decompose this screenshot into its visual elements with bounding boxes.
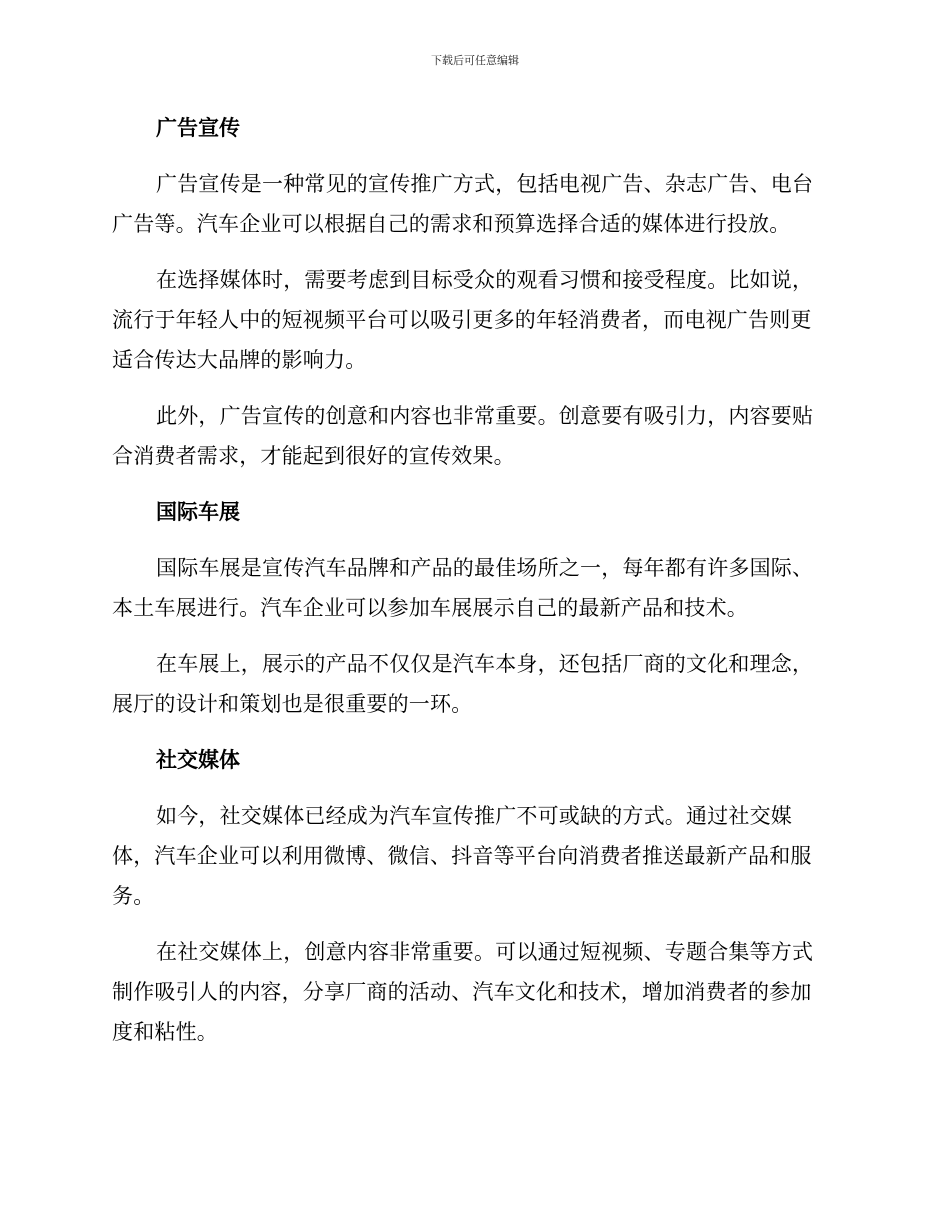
section-auto-show — [112, 492, 832, 740]
paragraph — [112, 644, 832, 724]
page-header: 下载后可任意编辑 — [431, 54, 519, 67]
paragraph-text: 在选择媒体时，需要考虑到目标受众的观看习惯和接受程度。比如说，流行于年轻人中的短视频平台可以吸引更多的年轻消费者，而电视广告则更适合传达大品牌的影响力。 — [112, 268, 814, 372]
paragraph — [112, 932, 832, 1052]
paragraph-text: 国际车展是宣传汽车品牌和产品的最佳场所之一，每年都有许多国际、本土车展进行。汽车企业可以参加车展展示自己的最新产品和技术。 — [112, 556, 814, 620]
paragraph-text: 此外，广告宣传的创意和内容也非常重要。创意要有吸引力，内容要贴合消费者需求，才能起到很好的宣传效果。 — [112, 404, 814, 468]
section-ad-promotion — [112, 108, 832, 492]
section-social-media — [112, 740, 832, 1052]
paragraph-text: 在车展上，展示的产品不仅仅是汽车本身，还包括厂商的文化和理念，展厅的设计和策划也是很重要的一环。 — [112, 652, 814, 716]
section-heading: 国际车展 — [156, 500, 240, 524]
paragraph — [112, 260, 832, 380]
document-body — [112, 108, 832, 1052]
section-heading: 社交媒体 — [156, 748, 240, 772]
paragraph — [112, 548, 832, 628]
paragraph-text: 如今，社交媒体已经成为汽车宣传推广不可或缺的方式。通过社交媒体，汽车企业可以利用微博、微信、抖音等平台向消费者推送最新产品和服务。 — [112, 804, 812, 908]
paragraph — [112, 796, 832, 916]
paragraph-text: 广告宣传是一种常见的宣传推广方式，包括电视广告、杂志广告、电台广告等。汽车企业可以根据自己的需求和预算选择合适的媒体进行投放。 — [112, 172, 814, 236]
paragraph — [112, 396, 832, 476]
paragraph — [112, 164, 832, 244]
paragraph-text: 在社交媒体上，创意内容非常重要。可以通过短视频、专题合集等方式制作吸引人的内容，分享厂商的活动、汽车文化和技术，增加消费者的参加度和粘性。 — [112, 940, 814, 1044]
section-heading: 广告宣传 — [156, 116, 240, 140]
